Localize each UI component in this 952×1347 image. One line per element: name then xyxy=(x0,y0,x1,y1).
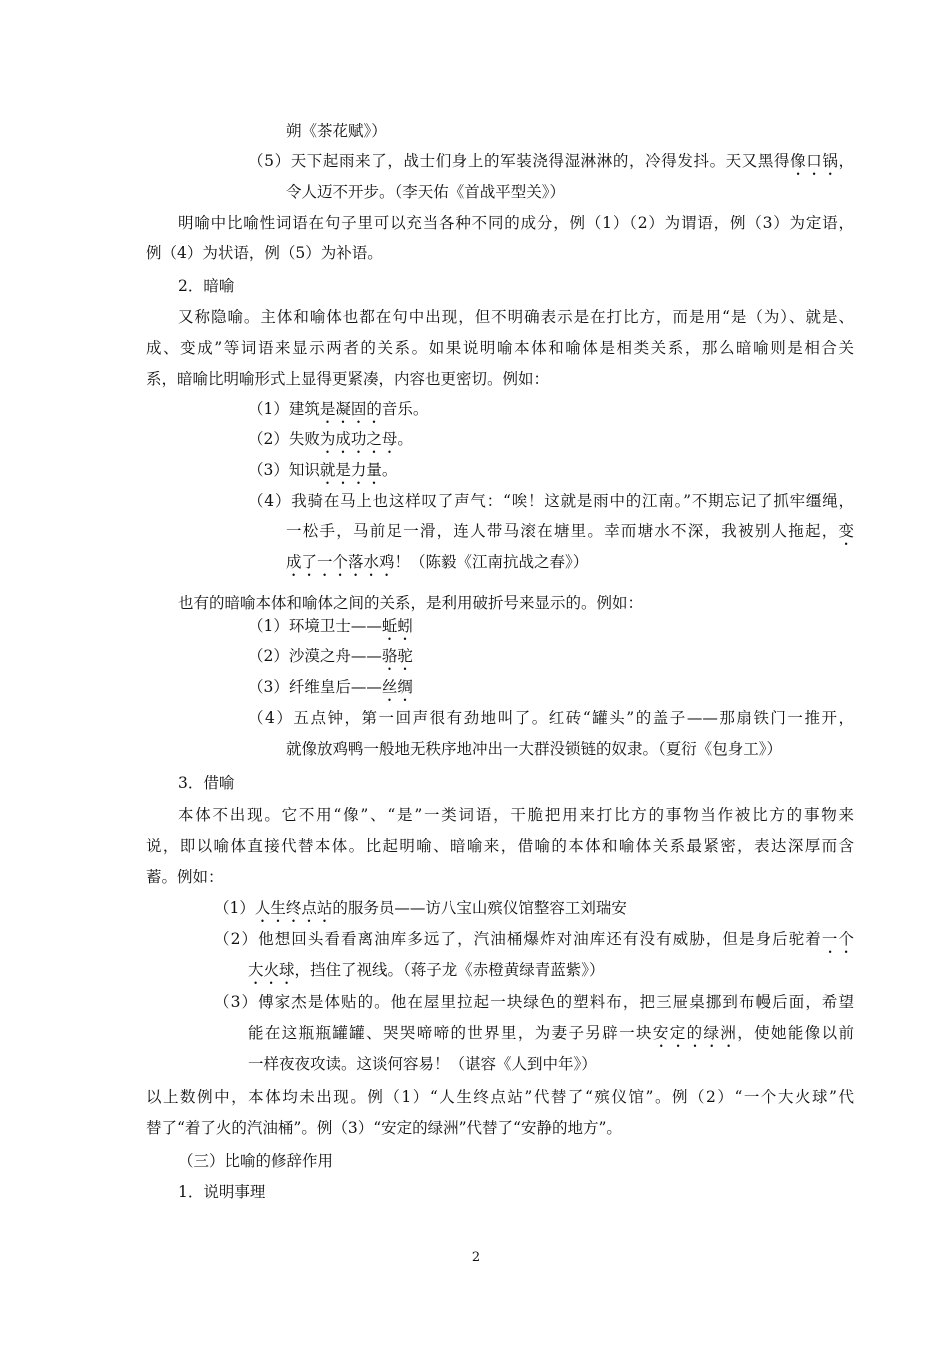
text-line: （5）天下起雨来了，战士们身上的军装浇得湿淋淋的，冷得发抖。天又黑得像口锅， xyxy=(248,152,854,170)
text-line: 替了“着了火的汽油桶”。例（3）“安定的绿洲”代替了“安静的地方”。 xyxy=(146,1119,622,1137)
text-line: （3）纤维皇后——丝绸 xyxy=(248,678,413,696)
text-line: 一样夜夜攻读。这谈何容易！（谌容《人到中年》） xyxy=(248,1055,597,1073)
text-line: （3）知识就是力量。 xyxy=(248,461,398,479)
emphasized-text: 变 xyxy=(838,522,854,540)
emphasized-text: 为成功之母 xyxy=(319,430,398,448)
text-line: 一松手，马前足一滑，连人带马滚在塘里。幸而塘水不深，我被别人拖起，变 xyxy=(286,522,854,540)
emphasized-text: 是凝固的 xyxy=(319,400,382,418)
text-line: 3．借喻 xyxy=(178,774,235,792)
text-line: 大火球，挡住了视线。（蒋子龙《赤橙黄绿青蓝紫》） xyxy=(248,961,605,979)
text-line: （1）人生终点站的服务员——访八宝山殡仪馆整容工刘瑞安 xyxy=(214,899,627,917)
text-line: （1）环境卫士——蚯蚓 xyxy=(248,617,413,635)
text-line: 以上数例中，本体均未出现。例（1）“人生终点站”代替了“殡仪馆”。例（2）“一个大火球”代 xyxy=(146,1088,854,1106)
emphasized-text: 像口锅 xyxy=(790,152,839,170)
text-line: 系，暗喻比明喻形式上显得更紧凑，内容也更密切。例如： xyxy=(146,370,550,388)
text-line: 朔《茶花赋》） xyxy=(286,122,387,140)
text-line: 例（4）为状语，例（5）为补语。 xyxy=(146,244,383,262)
emphasized-text: 骆驼 xyxy=(381,647,413,665)
text-line: 说，即以喻体直接代替本体。比起明喻、暗喻来，借喻的本体和喻体关系最紧密，表达深厚而含 xyxy=(146,837,854,855)
text-line: 1．说明事理 xyxy=(178,1183,266,1201)
text-line: 就像放鸡鸭一般地无秩序地冲出一大群没锁链的奴隶。（夏衍《包身工》） xyxy=(286,740,783,758)
text-line: （2）失败为成功之母。 xyxy=(248,430,413,448)
text-line: 本体不出现。它不用“像”、“是”一类词语，干脆把用来打比方的事物当作被比方的事物来 xyxy=(178,806,854,824)
emphasized-text: 蚯蚓 xyxy=(381,617,413,635)
text-line: 2．暗喻 xyxy=(178,277,235,295)
emphasized-text: 大火球 xyxy=(248,961,295,979)
text-line: （3）傅家杰是体贴的。他在屋里拉起一块绿色的塑料布，把三屉桌挪到布幔后面，希望 xyxy=(214,993,854,1011)
text-line: （2）他想回头看看离油库多远了，汽油桶爆炸对油库还有没有威胁，但是身后驼着一个 xyxy=(214,930,854,948)
page-number: 2 xyxy=(471,1250,481,1265)
text-line: （1）建筑是凝固的音乐。 xyxy=(248,400,429,418)
text-line: 蓄。例如： xyxy=(146,868,224,886)
emphasized-text: 一个 xyxy=(821,930,854,948)
text-line: 又称隐喻。主体和喻体也都在句中出现，但不明确表示是在打比方，而是用“是（为）、就是、 xyxy=(178,308,854,326)
text-line: 也有的暗喻本体和喻体之间的关系，是利用破折号来显示的。例如： xyxy=(178,594,644,612)
text-line: 能在这瓶瓶罐罐、哭哭啼啼的世界里，为妻子另辟一块安定的绿洲，使她能像以前 xyxy=(248,1024,854,1042)
text-line: 明喻中比喻性词语在句子里可以充当各种不同的成分，例（1）（2）为谓语，例（3）为定语， xyxy=(178,214,854,232)
text-line: （2）沙漠之舟——骆驼 xyxy=(248,647,413,665)
text-line: （三）比喻的修辞作用 xyxy=(178,1152,334,1170)
emphasized-text: 人生终点站 xyxy=(254,899,333,917)
emphasized-text: 丝绸 xyxy=(381,678,413,696)
text-line: 令人迈不开步。（李天佑《首战平型关》） xyxy=(286,183,566,201)
text-line: 成、变成”等词语来显示两者的关系。如果说明喻本体和喻体是相类关系，那么暗喻则是相合关 xyxy=(146,339,854,357)
text-line: 成了一个落水鸡！（陈毅《江南抗战之春》） xyxy=(286,553,589,571)
emphasized-text: 安定的绿洲 xyxy=(652,1024,738,1042)
text-line: （4）我骑在马上也这样叹了声气：“唉！这就是雨中的江南。”不期忘记了抓牢缰绳， xyxy=(248,492,854,510)
text-line: （4）五点钟，第一回声很有劲地叫了。红砖“罐头”的盖子——那扇铁门一推开， xyxy=(248,709,854,727)
emphasized-text: 就是力量 xyxy=(319,461,382,479)
emphasized-text: 成了一个落水鸡 xyxy=(286,553,395,571)
